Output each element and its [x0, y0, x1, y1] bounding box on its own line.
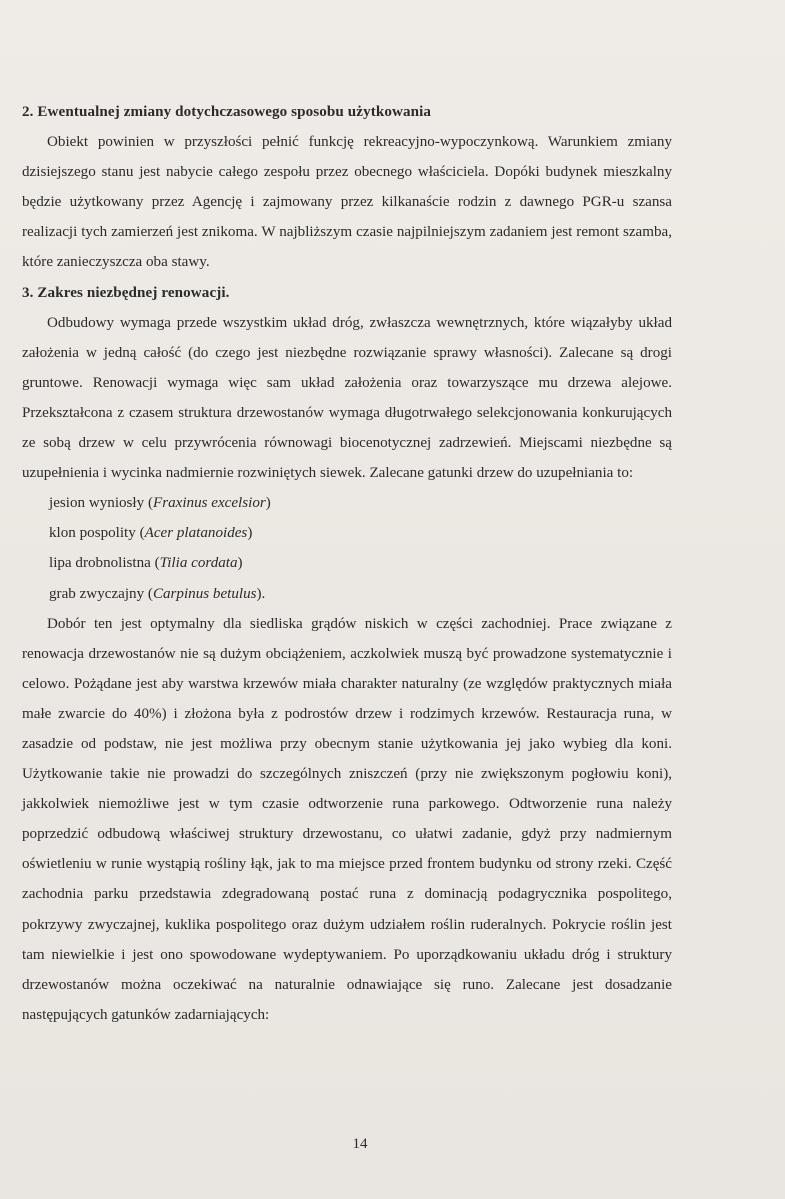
- tree-species-item: klon pospolity (Acer platanoides): [49, 525, 253, 542]
- tree-species-item: grab zwyczajny (Carpinus betulus).: [49, 585, 266, 602]
- section-3-paragraph-2: Dobór ten jest optymalny dla siedliska grądów niskich w części zachodniej. Prace związane z renowacja drzewostanów nie są dużym obciążeniem, aczkolwiek muszą być prowadzone systematycznie i celowo. Pożądane jest aby warstwa krzewów miała charakter naturalny (ze względów praktycznych miała małe zwarcie do 40%) i złożona była z podrostów drzew i rodzimych krzewów. Restauracja runa, w zasadzie od podstaw, nie jest możliwa przy obecnym stanie użytkowania jej jako wybieg dla koni. Użytkowanie takie nie prowadzi do szczególnych zniszczeń (przy nie zwiększonym pogłowiu koni), jakkolwiek niemożliwe jest w tym czasie odtworzenie runa parkowego. Odtworzenie runa należy poprzedzić odbudową właściwej struktury drzewostanu, co ułatwi zadanie, gdyż przy nadmiernym oświetleniu w runie wystąpią rośliny łąk, jak to ma miejsce przed frontem budynku od strony rzeki. Część zachodnia parku przedstawia zdegradowaną postać runa z dominacją podagrycznika pospolitego, pokrzywy zwyczajnej, kuklika pospolitego oraz dużym udziałem roślin ruderalnych. Pokrycie roślin jest tam niewielkie i jest ono spowodowane wydeptywaniem. Po uporządkowaniu układu dróg i struktury drzewostanów można oczekiwać na naturalnie odnawiające się runo. Zalecane jest dosadzanie następujących gatunków zadarniających:: [22, 615, 672, 1023]
- page-number: 14: [352, 1136, 368, 1152]
- section-2-heading: 2. Ewentualnej zmiany dotychczasowego sposobu użytkowania: [22, 104, 432, 120]
- section-3-paragraph-1: Odbudowy wymaga przede wszystkim układ dróg, zwłaszcza wewnętrznych, które wiązałyby układ założenia w jedną całość (do czego jest niezbędne rozwiązanie sprawy własności). Zalecane są drogi gruntowe. Renowacji wymaga więc sam układ założenia oraz towarzyszące mu drzewa alejowe. Przekształcona z czasem struktura drzewostanów wymaga długotrwałego selekcjonowania konkurujących ze sobą drzew w celu przywrócenia równowagi biocenotycznej zadrzewień. Miejscami niezbędne są uzupełnienia i wycinka nadmiernie rozwiniętych siewek. Zalecane gatunki drzew do uzupełniania to:: [22, 314, 672, 482]
- latin-name: Tilia cordata: [159, 555, 238, 572]
- latin-name: Fraxinus excelsior: [152, 495, 266, 512]
- section-2-paragraph: Obiekt powinien w przyszłości pełnić funkcję rekreacyjno-wypoczynkową. Warunkiem zmiany dzisiejszego stanu jest nabycie całego zespołu przez obecnego właściciela. Dopóki budynek mieszkalny będzie użytkowany przez Agencję i zajmowany przez kilkanaście rodzin z dawnego PGR-u szansa realizacji tych zamierzeń jest znikoma. W najbliższym czasie najpilniejszym zadaniem jest remont szamba, które zanieczyszcza oba stawy.: [22, 134, 672, 271]
- latin-name: Acer platanoides: [144, 525, 248, 542]
- latin-name: Carpinus betulus: [152, 585, 257, 602]
- tree-species-item: jesion wyniosły (Fraxinus excelsior): [49, 495, 271, 512]
- tree-species-item: lipa drobnolistna (Tilia cordata): [49, 555, 243, 572]
- section-3-heading: 3. Zakres niezbędnej renowacji.: [22, 284, 230, 301]
- tree-species-list: [22, 488, 672, 608]
- page-content: [22, 97, 672, 1030]
